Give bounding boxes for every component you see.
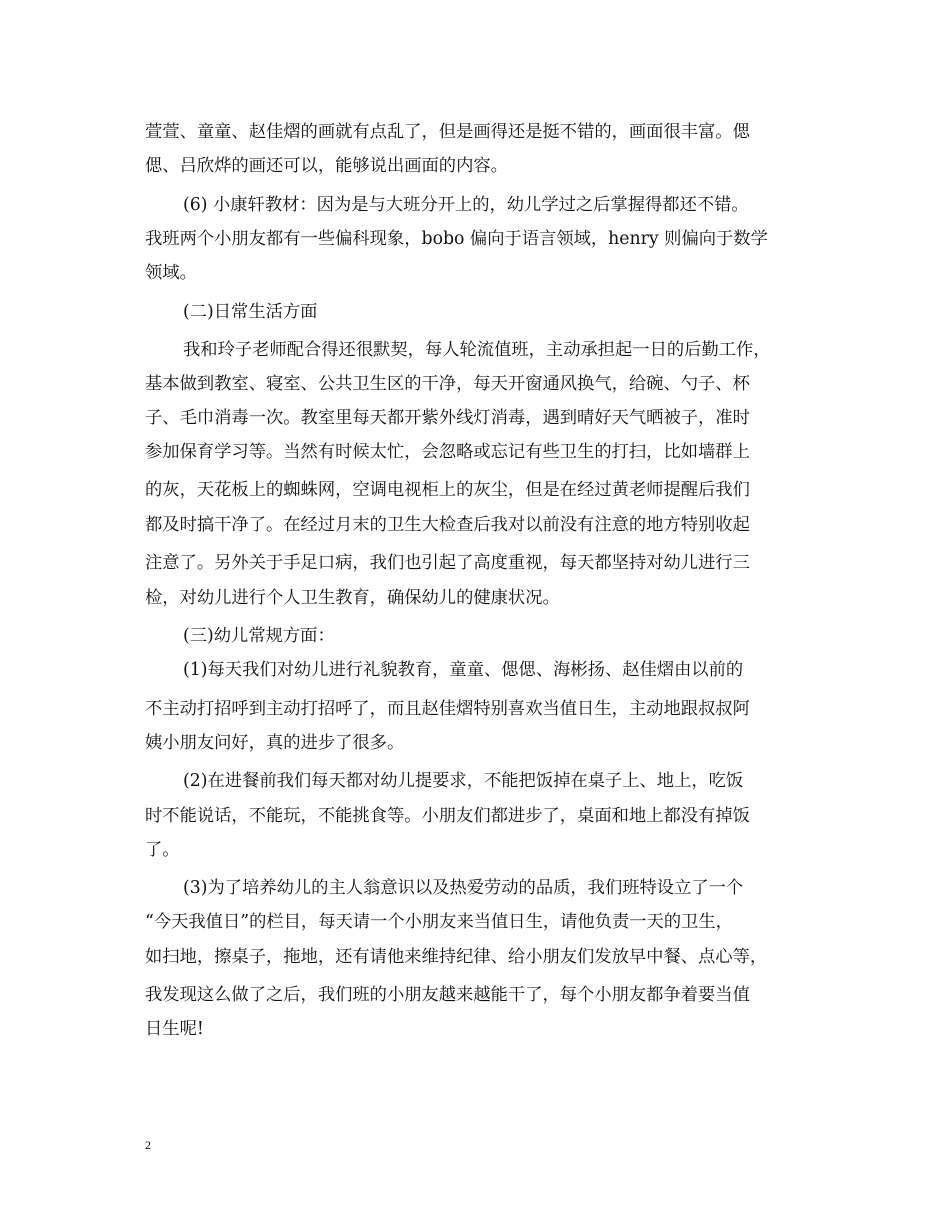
text-line: 不主动打招呼到主动打招呼了，而且赵佳熠特别喜欢当值日生，主动地跟叔叔阿 — [145, 699, 750, 719]
text-line: 注意了。另外关于手足口病，我们也引起了高度重视，每天都坚持对幼儿进行三 — [145, 553, 750, 573]
text-line: “今天我值日”的栏目，每天请一个小朋友来当值日生，请他负责一天的卫生， — [145, 912, 733, 932]
section-heading: (三)幼儿常规方面： — [183, 626, 335, 646]
text-line: 了。 — [145, 840, 180, 860]
text-line: 姨小朋友问好，真的进步了很多。 — [145, 733, 405, 753]
text-line: 萱萱、童童、赵佳熠的画就有点乱了，但是画得还是挺不错的，画面很丰富。偲 — [145, 122, 750, 142]
paragraph-line: (2)在进餐前我们每天都对幼儿提要求，不能把饭掉在桌子上、地上，吃饭 — [183, 771, 744, 791]
paragraph-line: (3)为了培养幼儿的主人翁意识以及热爱劳动的品质，我们班特设立了一个 — [183, 878, 744, 898]
paragraph-line: 我和玲子老师配合得还很默契，每人轮流值班，主动承担起一日的后勤工作， — [183, 340, 771, 360]
text-line: 日生呢! — [145, 1019, 204, 1039]
text-line: 基本做到教室、寝室、公共卫生区的干净，每天开窗通风换气，给碗、勺子、杯 — [145, 374, 750, 394]
text-line: 检，对幼儿进行个人卫生教育，确保幼儿的健康状况。 — [145, 588, 560, 608]
paragraph-line: (1)每天我们对幼儿进行礼貌教育，童童、偲偲、海彬扬、赵佳熠由以前的 — [183, 660, 744, 680]
text-line: 我发现这么做了之后，我们班的小朋友越来越能干了，每个小朋友都争着要当值 — [145, 985, 750, 1005]
section-heading: (二)日常生活方面 — [183, 302, 318, 322]
text-line: 参加保育学习等。当然有时候太忙，会忽略或忘记有些卫生的打扫，比如墙群上 — [145, 442, 750, 462]
text-line: 领域。 — [145, 263, 197, 283]
text-line: 如扫地，擦桌子，拖地，还有请他来维持纪律、给小朋友们发放早中餐、点心等， — [145, 947, 768, 967]
text-line: 都及时搞干净了。在经过月末的卫生大检查后我对以前没有注意的地方特别收起 — [145, 515, 750, 535]
page-number: 2 — [145, 1138, 151, 1152]
paragraph-line: (6) 小康轩教材：因为是与大班分开上的，幼儿学过之后掌握得都还不错。 — [183, 195, 749, 215]
text-line: 我班两个小朋友都有一些偏科现象，bobo 偏向于语言领域，henry 则偏向于数学 — [145, 229, 768, 249]
text-line: 的灰，天花板上的蜘蛛网，空调电视柜上的灰尘，但是在经过黄老师提醒后我们 — [145, 480, 750, 500]
text-line: 子、毛巾消毒一次。教室里每天都开紫外线灯消毒，遇到晴好天气晒被子，准时 — [145, 408, 750, 428]
text-line: 偲、吕欣烨的画还可以，能够说出画面的内容。 — [145, 156, 508, 176]
text-line: 时不能说话，不能玩，不能挑食等。小朋友们都进步了，桌面和地上都没有掉饭 — [145, 806, 750, 826]
